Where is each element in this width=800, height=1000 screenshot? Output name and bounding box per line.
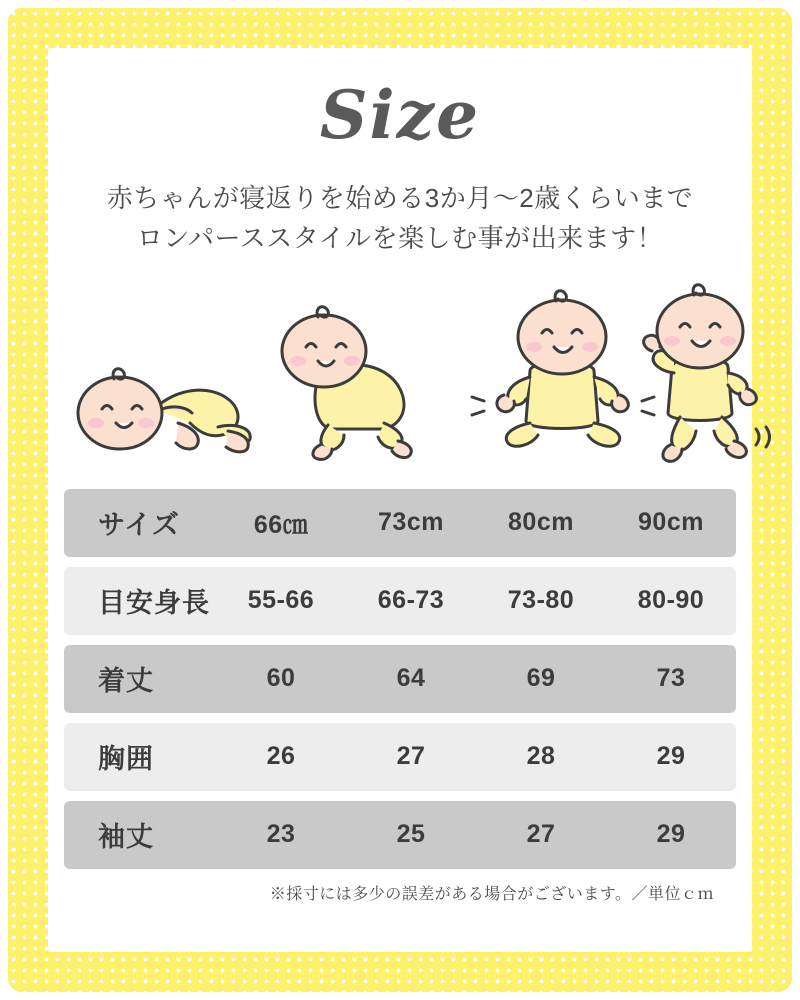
table-cell: 80cm xyxy=(508,508,574,537)
table-row xyxy=(64,723,736,791)
baby-crawling-illustration xyxy=(260,295,440,465)
size-table xyxy=(64,489,736,904)
table-cell: 29 xyxy=(656,820,686,849)
measurement-note: ※採寸には多少の誤差がある場合がございます。／単位ｃｍ xyxy=(269,885,714,903)
table-cell: 66-73 xyxy=(377,586,445,615)
table-cell: 73-80 xyxy=(507,586,575,615)
table-row xyxy=(64,645,736,713)
table-cell: 60 xyxy=(266,664,296,693)
row-label: 目安身長 xyxy=(98,588,210,619)
subtitle-line-2: ロンパーススタイルを楽しむ事が出来ます！ xyxy=(136,223,664,254)
table-row xyxy=(64,489,736,557)
row-label: 袖丈 xyxy=(98,822,154,853)
table-cell: 26 xyxy=(266,742,296,771)
table-cell: 80-90 xyxy=(637,586,705,615)
table-row xyxy=(64,801,736,869)
table-cell: 90cm xyxy=(638,508,704,537)
table-cell: 64 xyxy=(396,664,426,693)
table-cell: 27 xyxy=(526,820,556,849)
table-cell: 69 xyxy=(526,664,556,693)
table-cell: 66㎝ xyxy=(253,510,309,539)
row-label: 着丈 xyxy=(98,666,154,697)
subtitle-line-1: 赤ちゃんが寝返りを始める3か月〜2歳くらいまで xyxy=(106,183,694,213)
illustration-row xyxy=(48,275,752,475)
row-label: サイズ xyxy=(98,510,180,541)
row-label: 胸囲 xyxy=(98,744,154,775)
table-cell: 55-66 xyxy=(247,586,315,615)
table-cell: 23 xyxy=(266,820,296,849)
baby-walking-illustration xyxy=(628,279,778,469)
table-cell: 73 xyxy=(656,664,686,693)
baby-rolling-over-illustration xyxy=(58,323,258,463)
table-cell: 29 xyxy=(656,742,686,771)
page-title: Size xyxy=(319,76,481,154)
page-subtitle xyxy=(48,178,752,259)
content-area xyxy=(48,48,752,952)
table-row xyxy=(64,567,736,635)
table-cell: 73cm xyxy=(378,508,444,537)
table-cell: 28 xyxy=(526,742,556,771)
table-cell: 27 xyxy=(396,742,426,771)
table-cell: 25 xyxy=(396,820,426,849)
